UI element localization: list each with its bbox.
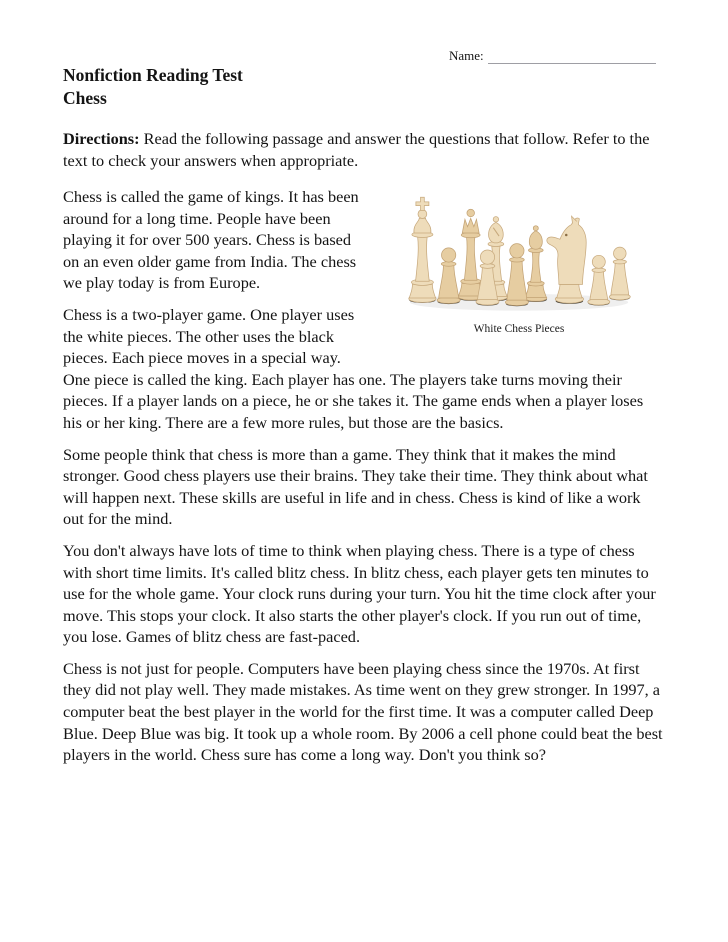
page-subtitle: Chess: [63, 88, 107, 108]
knight-piece: [547, 216, 586, 304]
pawn-piece: [505, 244, 528, 307]
directions-text: Read the following passage and answer the questions that follow. Refer to the text to check your answers when appropriate.: [63, 129, 650, 170]
pawn-piece: [609, 247, 630, 300]
passage-paragraph: Chess is a two-player game. One player uses the white pieces. The other uses the black pieces. Each piece moves in a special way. One piece is called the king. Each player has one. The players take turns moving their pieces. If a player lands on a piece, he or she takes it. The game ends when a player loses his or her king. There are a few more rules, but those are the basics.: [63, 304, 644, 432]
image-caption: White Chess Pieces: [473, 323, 565, 335]
pawn-piece: [437, 248, 460, 304]
directions: [63, 128, 664, 171]
name-label: Name:: [449, 48, 484, 63]
pawn-piece: [588, 255, 610, 305]
reading-passage: [63, 186, 664, 776]
chess-pieces-figure: [374, 186, 664, 358]
name-blank-line[interactable]: [488, 50, 656, 64]
passage-paragraph: Chess is not just for people. Computers have been playing chess since the 1970s. At first they did not play well. They made mistakes. As time went on they grew stronger. In 1997, a computer beat the best player in the world for the first time. It was a computer called Deep Blue. Deep Blue was big. It took up a whole room. By 2006 a cell phone could beat the best players in the world. Chess sure has come a long way. Don't you think so?: [63, 658, 663, 765]
passage-paragraph: Chess is called the game of kings. It has been around for a long time. People have been playing it for over 500 years. Chess is based on an even older game from India. The chess we play today is from Europe.: [63, 187, 359, 293]
passage-paragraph: Some people think that chess is more than a game. They think that it makes the mind stronger. Good chess players use their brains. They take their time. They think about what will happen next. These skills are useful in life and in chess. Chess is kind of like a work out for the mind.: [63, 444, 648, 529]
title-block: [63, 64, 243, 110]
bishop-piece: [525, 226, 547, 302]
king-piece: [409, 197, 436, 303]
name-row: [449, 48, 656, 64]
page-title: Nonfiction Reading Test: [63, 65, 243, 85]
passage-paragraph: You don't always have lots of time to think when playing chess. There is a type of chess with short time limits. It's called blitz chess. In blitz chess, each player gets ten minutes to use for the whole game. Your clock runs during your turn. You hit the time clock after your move. This stops your clock. It also starts the other player's clock. If you run out of time, you lose. Games of blitz chess are fast-paced.: [63, 540, 656, 647]
directions-label: Directions:: [63, 129, 140, 148]
white-chess-pieces-image: [393, 192, 645, 318]
